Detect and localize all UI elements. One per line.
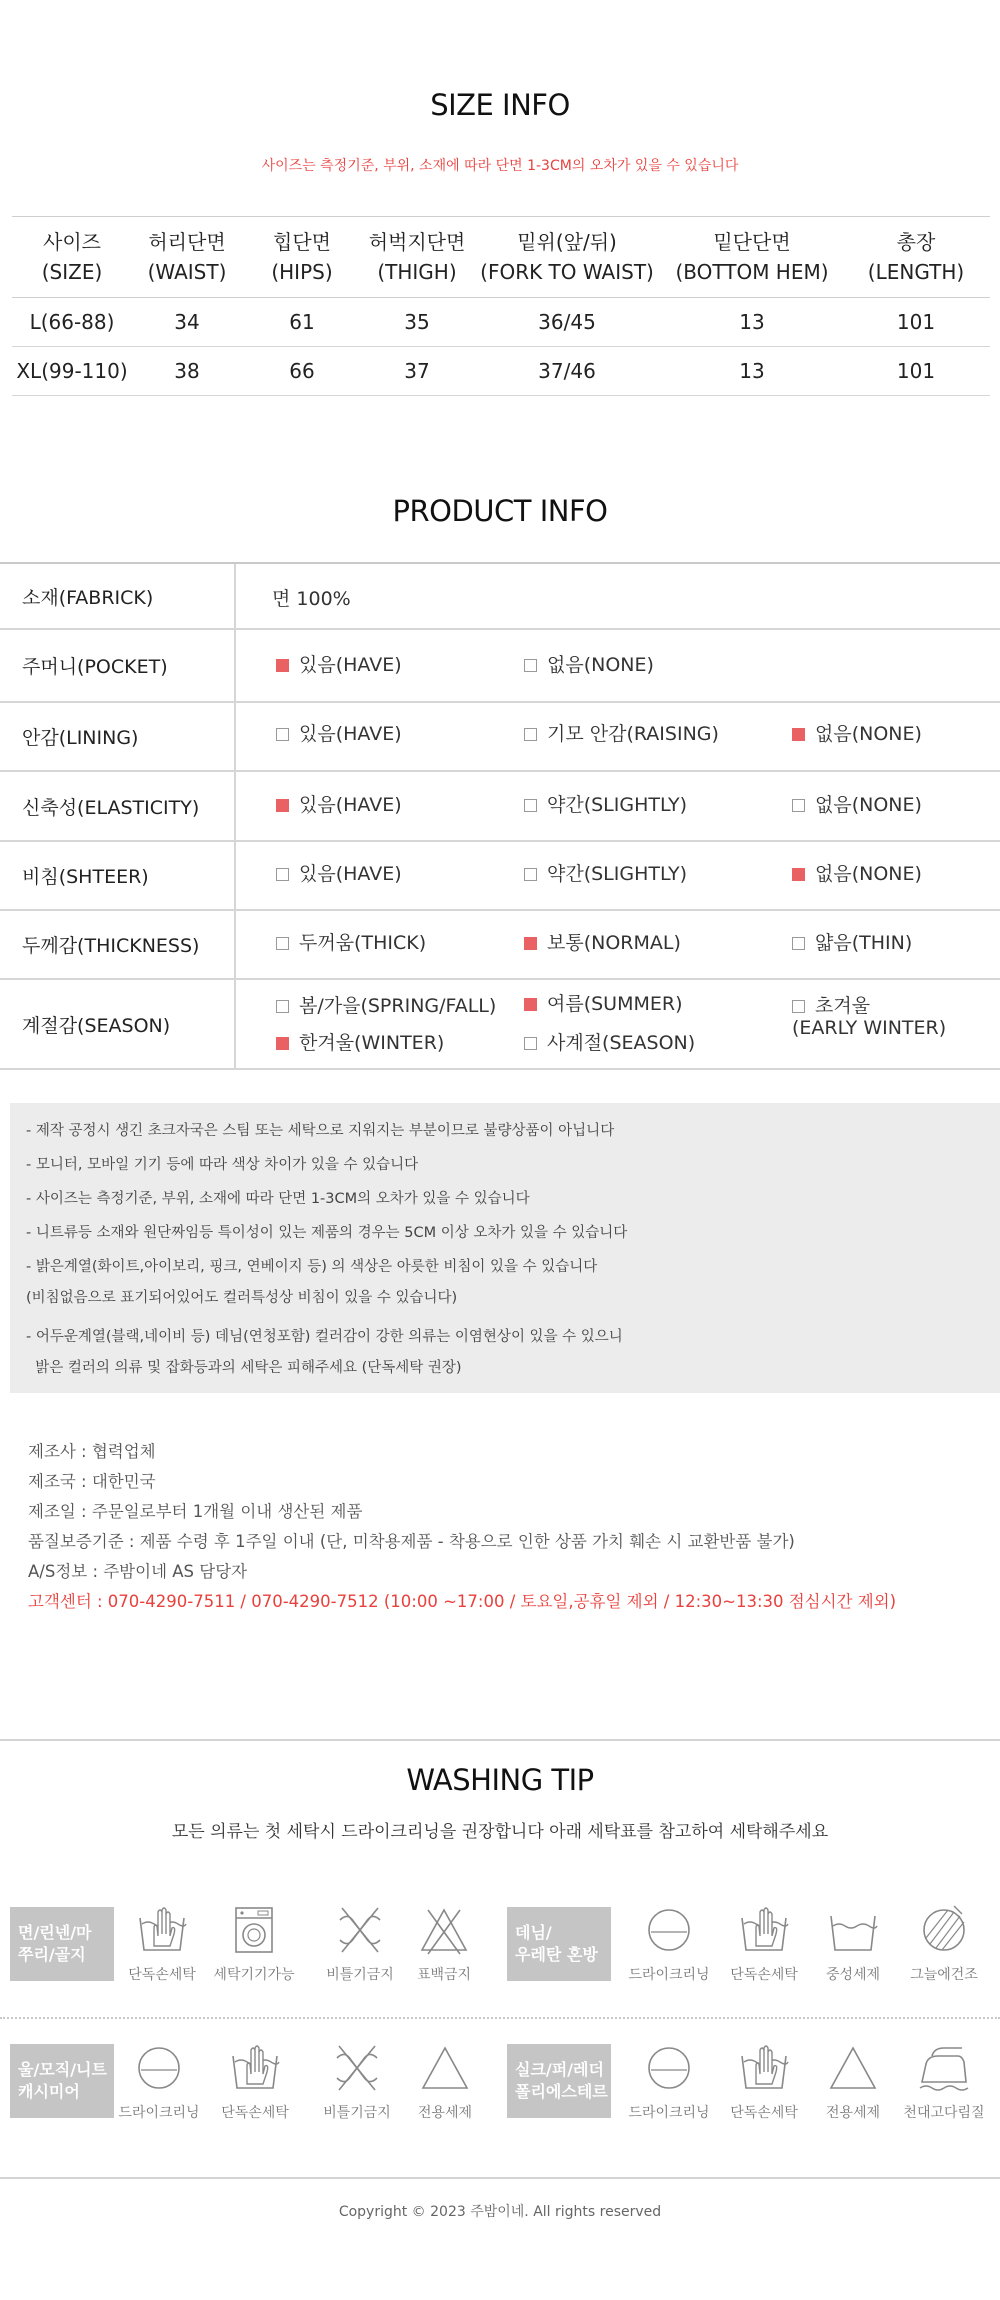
hand-wash-icon: [738, 1904, 790, 1956]
pi-label: 두께감(THICKNESS): [0, 911, 236, 978]
option-elasticity-slightly[interactable]: 약간(SLIGHTLY): [524, 794, 687, 816]
wash-item: 드라이크리닝: [624, 2042, 714, 2122]
table-cell: XL(99-110): [12, 347, 132, 396]
header-fork: 밑위(앞/뒤) (FORK TO WAIST): [472, 217, 662, 298]
notice-line: 밝은 컬러의 의류 및 잡화등과의 세탁은 피해주세요 (단독세탁 권장): [26, 1360, 462, 1376]
dotted-divider: [0, 2017, 1000, 2019]
checkbox-checked[interactable]: [276, 1037, 289, 1050]
iron-over-cloth-icon: [918, 2042, 970, 2094]
option-sheer-have[interactable]: 있음(HAVE): [276, 863, 402, 885]
maker-line: 제조국 : 대한민국: [28, 1472, 156, 1491]
header-waist: 허리단면 (WAIST): [132, 217, 242, 298]
checkbox[interactable]: [276, 728, 289, 741]
pi-row-sheer: [0, 842, 1000, 911]
option-sheer-none[interactable]: 없음(NONE): [792, 863, 922, 885]
shade-dry-icon: [918, 1904, 970, 1956]
pi-row-thickness: [0, 911, 1000, 980]
pi-row-fabric: [0, 564, 1000, 630]
option-pocket-none[interactable]: 없음(NONE): [524, 654, 654, 676]
option-pocket-have[interactable]: 있음(HAVE): [276, 654, 402, 676]
header-bottom-hem: 밑단단면 (BOTTOM HEM): [662, 217, 842, 298]
header-hips: 힙단면 (HIPS): [242, 217, 362, 298]
wash-item: 단독손세탁: [117, 1904, 207, 1984]
notice-line: - 니트류등 소재와 원단짜임등 특이성이 있는 제품의 경우는 5CM 이상 오차가 있을 수 있습니다: [26, 1225, 628, 1241]
hand-wash-icon: [136, 1904, 188, 1956]
customer-center: 고객센터 : 070-4290-7511 / 070-4290-7512 (10:00 ~17:00 / 토요일,공휴일 제외 / 12:30~13:30 점심시간 제외): [28, 1592, 897, 1611]
maker-line: 품질보증기준 : 제품 수령 후 1주일 이내 (단, 미착용제품 - 착용으로 인한 상품 가치 훼손 시 교환반품 불가): [28, 1532, 795, 1551]
option-thickness-normal[interactable]: 보통(NORMAL): [524, 932, 681, 954]
size-note: 사이즈는 측정기준, 부위, 소재에 따라 단면 1-3CM의 오차가 있을 수 있습니다: [261, 158, 739, 174]
checkbox[interactable]: [524, 728, 537, 741]
option-season-early-winter[interactable]: 초겨울 (EARLY WINTER): [792, 995, 947, 1039]
checkbox-checked[interactable]: [524, 937, 537, 950]
option-season-winter[interactable]: 한겨울(WINTER): [276, 1032, 444, 1054]
checkbox[interactable]: [524, 1037, 537, 1050]
notice-line: (비침없음으로 표기되어있어도 컬러특성상 비침이 있을 수 있습니다): [26, 1290, 458, 1306]
option-sheer-slightly[interactable]: 약간(SLIGHTLY): [524, 863, 687, 885]
wash-item: 전용세제: [808, 2042, 898, 2122]
table-cell: 37: [362, 347, 472, 396]
option-thickness-thick[interactable]: 두꺼움(THICK): [276, 932, 426, 954]
wash-item: 단독손세탁: [719, 2042, 809, 2122]
header-length: 총장 (LENGTH): [842, 217, 990, 298]
option-lining-raising[interactable]: 기모 안감(RAISING): [524, 723, 719, 745]
wash-item: 세탁기기가능: [209, 1904, 299, 1984]
table-cell: 13: [662, 298, 842, 347]
wash-item: 중성세제: [808, 1904, 898, 1984]
table-cell: 61: [242, 298, 362, 347]
category-silk: 실크/퍼/레더 폴리에스테르: [507, 2044, 611, 2118]
option-elasticity-have[interactable]: 있음(HAVE): [276, 794, 402, 816]
table-row: [12, 347, 990, 396]
maker-line: A/S정보 : 주밤이네 AS 담당자: [28, 1562, 248, 1581]
table-cell: 13: [662, 347, 842, 396]
table-row: [12, 298, 990, 347]
wash-item: 드라이크리닝: [114, 2042, 204, 2122]
option-season-summer[interactable]: 여름(SUMMER): [524, 993, 683, 1015]
option-season-all[interactable]: 사계절(SEASON): [524, 1032, 695, 1054]
option-season-spring-fall[interactable]: 봄/가을(SPRING/FALL): [276, 995, 496, 1017]
pi-row-elasticity: [0, 772, 1000, 842]
checkbox[interactable]: [524, 659, 537, 672]
checkbox[interactable]: [276, 868, 289, 881]
notice-line: - 어두운계열(블랙,네이비 등) 데님(연청포함) 컬러감이 강한 의류는 이염현상이 있을 수 있으니: [26, 1329, 623, 1345]
pi-label: 비침(SHTEER): [0, 842, 236, 909]
pi-label: 안감(LINING): [0, 703, 236, 770]
divider: [0, 2177, 1000, 2179]
notice-line: - 제작 공정시 생긴 초크자국은 스팀 또는 세탁으로 지워지는 부분이므로 불량상품이 아닙니다: [26, 1123, 615, 1139]
wash-item: 그늘에건조: [899, 1904, 989, 1984]
size-table: [12, 216, 990, 396]
table-cell: 101: [842, 347, 990, 396]
no-bleach-icon: [418, 1904, 470, 1956]
wash-item: 단독손세탁: [719, 1904, 809, 1984]
hand-wash-icon: [738, 2042, 790, 2094]
wash-item: 비틀기금지: [312, 2042, 402, 2122]
dedicated-detergent-icon: [827, 2042, 879, 2094]
copyright: Copyright © 2023 주밤이네. All rights reserved: [338, 2204, 662, 2220]
size-table-header: [12, 217, 990, 298]
checkbox[interactable]: [276, 1000, 289, 1013]
maker-line: 제조사 : 협력업체: [28, 1442, 156, 1461]
product-info-title: PRODUCT INFO: [392, 494, 608, 528]
checkbox[interactable]: [524, 868, 537, 881]
pi-row-season: [0, 980, 1000, 1070]
notice-line: - 밝은계열(화이트,아이보리, 핑크, 연베이지 등) 의 색상은 아릇한 비침이 있을 수 있습니다: [26, 1259, 598, 1275]
category-wool: 울/모직/니트 캐시미어: [10, 2044, 114, 2118]
table-cell: 66: [242, 347, 362, 396]
hand-wash-icon: [229, 2042, 281, 2094]
checkbox-checked[interactable]: [276, 799, 289, 812]
neutral-detergent-icon: [827, 1904, 879, 1956]
divider: [0, 1739, 1000, 1741]
notice-line: - 모니터, 모바일 기기 등에 따라 색상 차이가 있을 수 있습니다: [26, 1157, 419, 1173]
notice-line: - 사이즈는 측정기준, 부위, 소재에 따라 단면 1-3CM의 오차가 있을 수 있습니다: [26, 1191, 530, 1207]
checkbox-checked[interactable]: [792, 868, 805, 881]
header-thigh: 허벅지단면 (THIGH): [362, 217, 472, 298]
dedicated-detergent-icon: [419, 2042, 471, 2094]
pi-row-pocket: [0, 630, 1000, 703]
table-cell: 38: [132, 347, 242, 396]
no-wring-icon: [334, 1904, 386, 1956]
wash-item: 전용세제: [400, 2042, 490, 2122]
checkbox[interactable]: [792, 937, 805, 950]
pi-label: 신축성(ELASTICITY): [0, 772, 236, 840]
dry-clean-icon: [643, 1904, 695, 1956]
wash-item: 드라이크리닝: [624, 1904, 714, 1984]
checkbox[interactable]: [792, 1000, 805, 1013]
table-cell: 36/45: [472, 298, 662, 347]
maker-line: 제조일 : 주문일로부터 1개월 이내 생산된 제품: [28, 1502, 363, 1521]
washing-subtitle: 모든 의류는 첫 세탁시 드라이크리닝을 권장합니다 아래 세탁표를 참고하여 세탁해주세요: [171, 1822, 829, 1842]
option-thickness-thin[interactable]: 얇음(THIN): [792, 932, 912, 954]
table-cell: L(66-88): [12, 298, 132, 347]
table-cell: 37/46: [472, 347, 662, 396]
pi-label: 계절감(SEASON): [0, 980, 236, 1068]
washing-machine-icon: [228, 1904, 280, 1956]
checkbox[interactable]: [792, 799, 805, 812]
wash-item: 단독손세탁: [210, 2042, 300, 2122]
product-info-table: [0, 562, 1000, 1070]
option-lining-have[interactable]: 있음(HAVE): [276, 723, 402, 745]
wash-item: 천대고다림질: [899, 2042, 989, 2122]
option-elasticity-none[interactable]: 없음(NONE): [792, 794, 922, 816]
size-info-title: SIZE INFO: [430, 88, 570, 122]
table-cell: 35: [362, 298, 472, 347]
checkbox[interactable]: [524, 799, 537, 812]
checkbox-checked[interactable]: [792, 728, 805, 741]
washing-tip-title: WASHING TIP: [406, 1763, 594, 1797]
dry-clean-icon: [643, 2042, 695, 2094]
pi-row-lining: [0, 703, 1000, 772]
dry-clean-icon: [133, 2042, 185, 2094]
no-wring-icon: [331, 2042, 383, 2094]
table-cell: 101: [842, 298, 990, 347]
option-lining-none[interactable]: 없음(NONE): [792, 723, 922, 745]
fabric-value: 면 100%: [272, 588, 351, 610]
wash-item: 표백금지: [399, 1904, 489, 1984]
checkbox-checked[interactable]: [276, 659, 289, 672]
pi-label: 주머니(POCKET): [0, 630, 236, 701]
checkbox-checked[interactable]: [524, 998, 537, 1011]
wash-item: 비틀기금지: [315, 1904, 405, 1984]
pi-label: 소재(FABRICK): [0, 564, 236, 628]
category-cotton: 면/린넨/마 쭈리/골지: [10, 1907, 114, 1981]
checkbox[interactable]: [276, 937, 289, 950]
table-cell: 34: [132, 298, 242, 347]
category-denim: 데님/ 우레탄 혼방: [507, 1907, 611, 1981]
header-size: 사이즈 (SIZE): [12, 217, 132, 298]
notice-box: [10, 1103, 1000, 1393]
